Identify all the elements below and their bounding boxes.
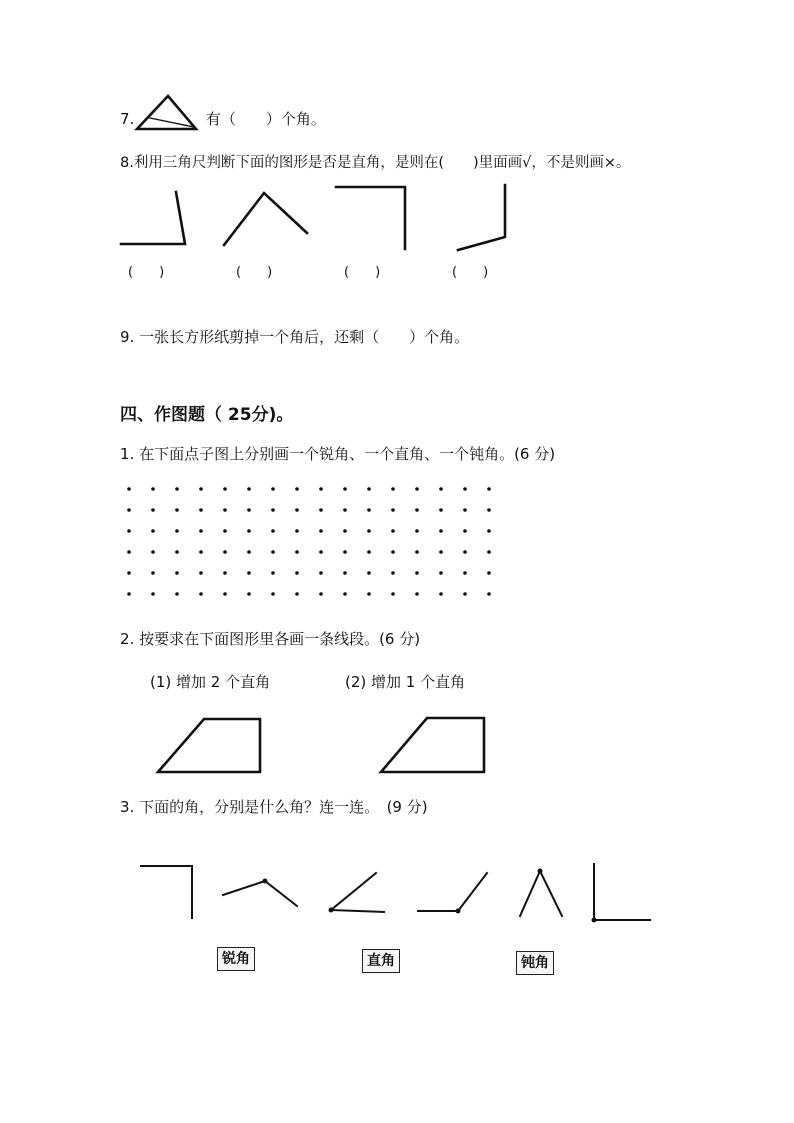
- grid-dot[interactable]: [151, 592, 155, 596]
- triangle-figure: [137, 96, 196, 129]
- grid-dot[interactable]: [295, 592, 299, 596]
- grid-dot[interactable]: [199, 508, 203, 512]
- grid-dot[interactable]: [415, 529, 419, 533]
- answer-bracket-2[interactable]: ( ): [236, 265, 273, 280]
- answer-bracket-1[interactable]: ( ): [128, 265, 165, 280]
- grid-dot[interactable]: [487, 529, 491, 533]
- grid-dot[interactable]: [271, 592, 275, 596]
- grid-dot[interactable]: [319, 571, 323, 575]
- angle-right-corner[interactable]: [141, 866, 192, 918]
- grid-dot[interactable]: [271, 529, 275, 533]
- grid-dot[interactable]: [151, 571, 155, 575]
- grid-dot[interactable]: [127, 592, 131, 596]
- grid-dot[interactable]: [439, 508, 443, 512]
- question-7-text: 有（ ）个角。: [205, 110, 326, 128]
- angle-figure-4: [458, 185, 505, 250]
- draw-question-2-part-2: (2) 增加 1 个直角: [345, 673, 466, 691]
- grid-dot[interactable]: [391, 529, 395, 533]
- draw-question-3: 3. 下面的角，分别是什么角？连一连。 (9 分): [120, 798, 428, 816]
- grid-dot[interactable]: [415, 508, 419, 512]
- grid-dot[interactable]: [391, 508, 395, 512]
- grid-dot[interactable]: [247, 508, 251, 512]
- grid-dot[interactable]: [439, 550, 443, 554]
- grid-dot[interactable]: [415, 550, 419, 554]
- grid-dot[interactable]: [463, 487, 467, 491]
- label-acute-angle[interactable]: 锐角: [217, 947, 255, 971]
- grid-dot[interactable]: [223, 508, 227, 512]
- grid-dot[interactable]: [367, 550, 371, 554]
- grid-dot[interactable]: [199, 550, 203, 554]
- grid-dot[interactable]: [343, 592, 347, 596]
- grid-dot[interactable]: [223, 550, 227, 554]
- grid-dot[interactable]: [223, 592, 227, 596]
- draw-question-2: 2. 按要求在下面图形里各画一条线段。(6 分): [120, 630, 421, 648]
- question-9: 9. 一张长方形纸剪掉一个角后，还剩（ ）个角。: [120, 328, 470, 346]
- grid-dot[interactable]: [391, 550, 395, 554]
- angle-acute-open[interactable]: [329, 873, 385, 913]
- grid-dot[interactable]: [271, 487, 275, 491]
- grid-dot[interactable]: [295, 529, 299, 533]
- grid-dot[interactable]: [343, 529, 347, 533]
- grid-dot[interactable]: [175, 571, 179, 575]
- grid-dot[interactable]: [319, 550, 323, 554]
- grid-dot[interactable]: [487, 571, 491, 575]
- trapezoid-2[interactable]: [381, 718, 484, 772]
- grid-dot[interactable]: [247, 529, 251, 533]
- angle-figure-1: [121, 192, 185, 244]
- grid-dot[interactable]: [175, 592, 179, 596]
- grid-dot[interactable]: [391, 487, 395, 491]
- grid-dot[interactable]: [151, 529, 155, 533]
- grid-dot[interactable]: [463, 571, 467, 575]
- angle-acute-narrow[interactable]: [520, 869, 562, 917]
- grid-dot[interactable]: [415, 487, 419, 491]
- grid-dot[interactable]: [271, 508, 275, 512]
- question-8: 8.利用三角尺判断下面的图形是否是直角，是则在( )里面画√，不是则画×。: [120, 155, 631, 171]
- grid-dot[interactable]: [367, 592, 371, 596]
- dot-grid[interactable]: [127, 487, 491, 596]
- grid-dot[interactable]: [271, 571, 275, 575]
- grid-dot[interactable]: [439, 487, 443, 491]
- grid-dot[interactable]: [295, 508, 299, 512]
- grid-dot[interactable]: [247, 571, 251, 575]
- grid-dot[interactable]: [319, 487, 323, 491]
- grid-dot[interactable]: [295, 487, 299, 491]
- grid-dot[interactable]: [415, 571, 419, 575]
- grid-dot[interactable]: [223, 571, 227, 575]
- question-7-number: 7.: [120, 110, 135, 128]
- grid-dot[interactable]: [295, 550, 299, 554]
- grid-dot[interactable]: [343, 571, 347, 575]
- grid-dot[interactable]: [343, 487, 347, 491]
- grid-dot[interactable]: [295, 571, 299, 575]
- answer-bracket-4[interactable]: ( ): [452, 265, 489, 280]
- grid-dot[interactable]: [151, 550, 155, 554]
- section-title: 四、作图题（ 25分)。: [120, 405, 294, 425]
- grid-dot[interactable]: [247, 550, 251, 554]
- answer-bracket-3[interactable]: ( ): [344, 265, 381, 280]
- grid-dot[interactable]: [439, 592, 443, 596]
- trapezoid-1[interactable]: [158, 719, 260, 772]
- grid-dot[interactable]: [319, 508, 323, 512]
- grid-dot[interactable]: [223, 487, 227, 491]
- grid-dot[interactable]: [415, 592, 419, 596]
- grid-dot[interactable]: [175, 550, 179, 554]
- grid-dot[interactable]: [367, 487, 371, 491]
- angle-obtuse-slant[interactable]: [418, 873, 487, 914]
- grid-dot[interactable]: [463, 529, 467, 533]
- draw-question-2-part-1: (1) 增加 2 个直角: [150, 673, 271, 691]
- grid-dot[interactable]: [463, 592, 467, 596]
- grid-dot[interactable]: [151, 487, 155, 491]
- grid-dot[interactable]: [487, 487, 491, 491]
- grid-dot[interactable]: [175, 487, 179, 491]
- grid-dot[interactable]: [343, 550, 347, 554]
- angle-figure-3: [336, 187, 405, 249]
- grid-dot[interactable]: [343, 508, 347, 512]
- grid-dot[interactable]: [199, 571, 203, 575]
- grid-dot[interactable]: [463, 508, 467, 512]
- grid-dot[interactable]: [127, 571, 131, 575]
- grid-dot[interactable]: [127, 487, 131, 491]
- grid-dot[interactable]: [223, 529, 227, 533]
- grid-dot[interactable]: [391, 592, 395, 596]
- grid-dot[interactable]: [247, 487, 251, 491]
- grid-dot[interactable]: [271, 550, 275, 554]
- grid-dot[interactable]: [487, 592, 491, 596]
- grid-dot[interactable]: [175, 508, 179, 512]
- grid-dot[interactable]: [463, 550, 467, 554]
- angle-right-open[interactable]: [592, 864, 651, 923]
- grid-dot[interactable]: [367, 508, 371, 512]
- grid-dot[interactable]: [199, 487, 203, 491]
- grid-dot[interactable]: [367, 571, 371, 575]
- grid-dot[interactable]: [247, 592, 251, 596]
- grid-dot[interactable]: [151, 508, 155, 512]
- grid-dot[interactable]: [127, 550, 131, 554]
- grid-dot[interactable]: [127, 508, 131, 512]
- angle-figure-2: [224, 193, 307, 245]
- draw-question-1: 1. 在下面点子图上分别画一个锐角、一个直角、一个钝角。(6 分): [120, 445, 556, 463]
- grid-dot[interactable]: [319, 529, 323, 533]
- grid-dot[interactable]: [391, 571, 395, 575]
- grid-dot[interactable]: [127, 529, 131, 533]
- grid-dot[interactable]: [199, 529, 203, 533]
- grid-dot[interactable]: [319, 592, 323, 596]
- grid-dot[interactable]: [487, 508, 491, 512]
- grid-dot[interactable]: [175, 529, 179, 533]
- grid-dot[interactable]: [487, 550, 491, 554]
- label-obtuse-angle[interactable]: 钝角: [516, 951, 554, 975]
- grid-dot[interactable]: [199, 592, 203, 596]
- angle-obtuse-peak[interactable]: [223, 879, 297, 907]
- label-right-angle[interactable]: 直角: [362, 949, 400, 973]
- grid-dot[interactable]: [439, 529, 443, 533]
- grid-dot[interactable]: [367, 529, 371, 533]
- grid-dot[interactable]: [439, 571, 443, 575]
